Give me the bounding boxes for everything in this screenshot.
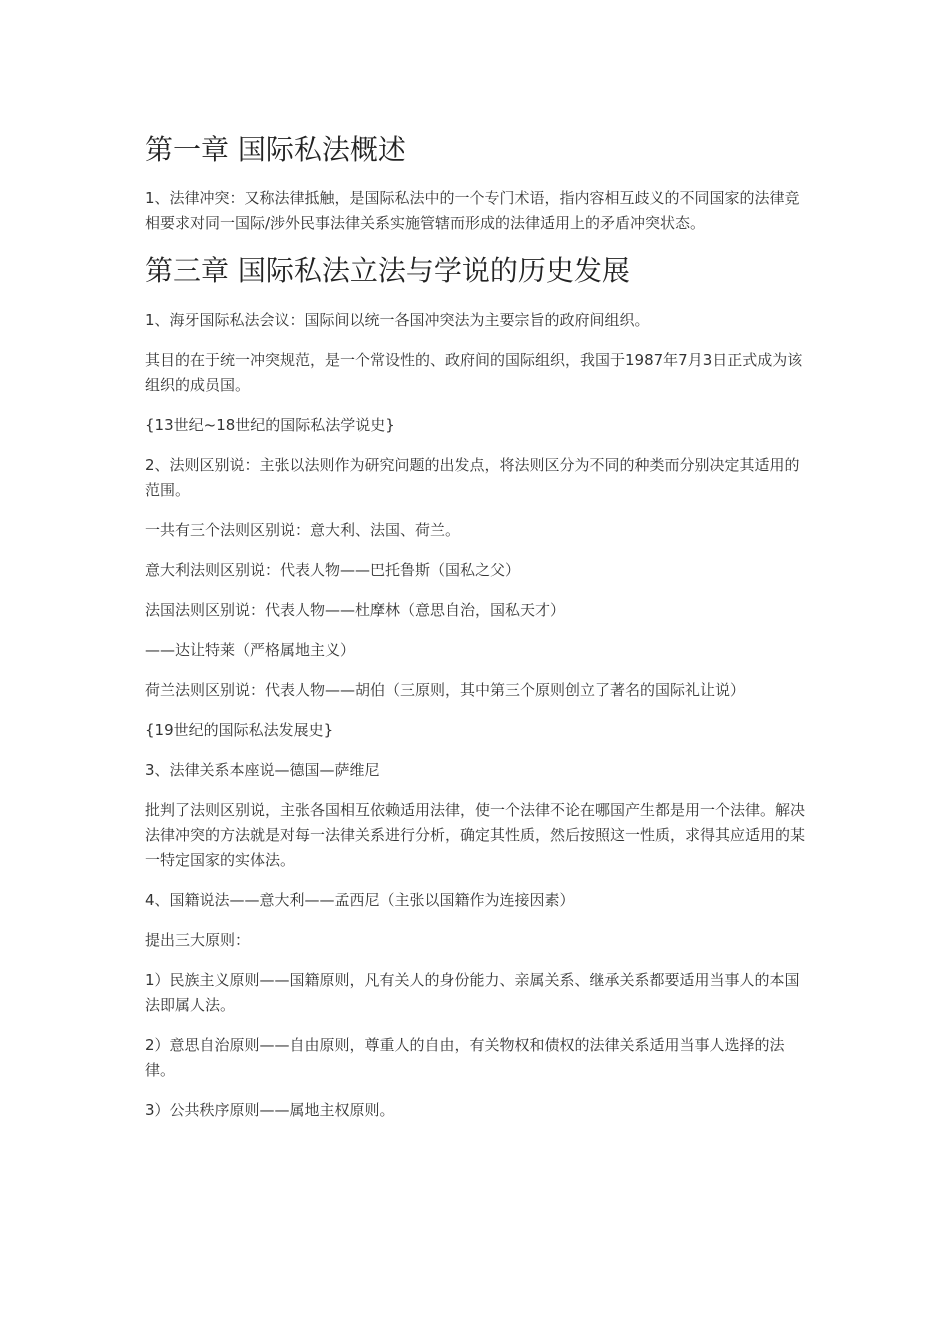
paragraph-dutch-theory: 荷兰法则区别说：代表人物——胡伯（三原则，其中第三个原则创立了著名的国际礼让说）: [145, 681, 746, 699]
paragraph-nationality-theory: 4、国籍说法——意大利——孟西尼（主张以国籍作为连接因素）: [145, 891, 575, 909]
document-page: [145, 130, 810, 1138]
paragraph-principle-1: 1）民族主义原则——国籍原则，凡有关人的身份能力、亲属关系、继承关系都要适用当事人的本国法即属人法。: [145, 971, 800, 1014]
paragraph-principle-3: 3）公共秩序原则——属地主权原则。: [145, 1101, 395, 1119]
paragraph-italian-theory: 意大利法则区别说：代表人物——巴托鲁斯（国私之父）: [145, 561, 521, 579]
paragraph-statute-theory: 2、法则区别说：主张以法则作为研究问题的出发点，将法则区分为不同的种类而分别决定其适用的范围。: [145, 456, 800, 499]
paragraph-legal-conflict: 1、法律冲突：又称法律抵触，是国际私法中的一个专门术语，指内容相互歧义的不同国家的法律竞相要求对同一国际/涉外民事法律关系实施管辖而形成的法律适用上的矛盾冲突状态。: [145, 189, 800, 232]
paragraph-three-statute-theories: 一共有三个法则区别说：意大利、法国、荷兰。: [145, 521, 461, 539]
paragraph-dargentre: ——达让特莱（严格属地主义）: [145, 641, 356, 659]
paragraph-hague-purpose: 其目的在于统一冲突规范，是一个常设性的、政府间的国际组织，我国于1987年7月3日正式成为该组织的成员国。: [145, 351, 803, 394]
chapter-1-heading: 第一章 国际私法概述: [145, 133, 406, 166]
paragraph-savigny-detail: 批判了法则区别说，主张各国相互依赖适用法律，使一个法律不论在哪国产生都是用一个法律。解决法律冲突的方法就是对每一法律关系进行分析，确定其性质，然后按照这一性质，求得其应适用的某一特定国家的实体法。: [145, 801, 806, 869]
paragraph-three-principles: 提出三大原则：: [145, 931, 251, 949]
chapter-3-heading: 第三章 国际私法立法与学说的历史发展: [145, 254, 630, 287]
section-note-13-18-century: {13世纪~18世纪的国际私法学说史}: [145, 416, 395, 434]
section-note-19-century: {19世纪的国际私法发展史}: [145, 721, 334, 739]
paragraph-french-theory: 法国法则区别说：代表人物——杜摩林（意思自治，国私天才）: [145, 601, 566, 619]
paragraph-hague-conference: 1、海牙国际私法会议：国际间以统一各国冲突法为主要宗旨的政府间组织。: [145, 311, 650, 329]
paragraph-principle-2: 2）意思自治原则——自由原则，尊重人的自由，有关物权和债权的法律关系适用当事人选择的法律。: [145, 1036, 785, 1079]
paragraph-savigny: 3、法律关系本座说—德国—萨维尼: [145, 761, 380, 779]
